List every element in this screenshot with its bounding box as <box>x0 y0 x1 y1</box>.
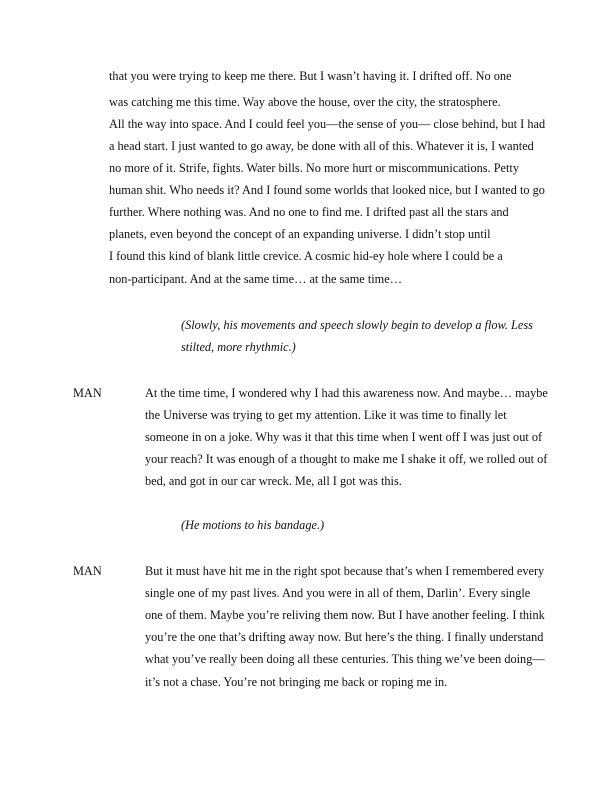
dialogue-line: But it must have hit me in the right spot because that’s when I remembered every <box>145 564 545 578</box>
stage-direction-line: stilted, more rhythmic.) <box>181 340 296 354</box>
intro-line: no more of it. Strife, fights. Water bills. No more hurt or miscommunications. Petty <box>109 161 519 175</box>
intro-line: human shit. Who needs it? And I found some worlds that looked nice, but I wanted to go <box>109 183 545 197</box>
dialogue-line: someone in on a joke. Why was it that this time when I went off I was just out of <box>145 430 543 444</box>
intro-line: a head start. I just wanted to go away, be done with all of this. Whatever it is, I wanted <box>109 139 534 153</box>
dialogue-line: your reach? It was enough of a thought to make me I shake it off, we rolled out of <box>145 452 548 466</box>
dialogue-line: bed, and got in our car wreck. Me, all I got was this. <box>145 474 402 488</box>
intro-line: non-participant. And at the same time… at the same time… <box>109 272 402 286</box>
intro-line: planets, even beyond the concept of an expanding universe. I didn’t stop until <box>109 227 491 241</box>
stage-direction-line: (He motions to his bandage.) <box>181 518 325 532</box>
dialogue-line: single one of my past lives. And you were in all of them, Darlin’. Every single <box>145 586 531 600</box>
dialogue-line: what you’ve really been doing all these centuries. This thing we’ve been doing— <box>145 652 545 666</box>
speaker-name: MAN <box>73 564 102 578</box>
intro-line: All the way into space. And I could feel you—the sense of you— close behind, but I had <box>109 117 546 131</box>
intro-line: that you were trying to keep me there. But I wasn’t having it. I drifted off. No one <box>109 69 512 83</box>
intro-line: further. Where nothing was. And no one to find me. I drifted past all the stars and <box>109 205 509 219</box>
stage-direction-line: (Slowly, his movements and speech slowly begin to develop a flow. Less <box>181 318 533 332</box>
speaker-name: MAN <box>73 386 102 400</box>
dialogue-line: At the time time, I wondered why I had this awareness now. And maybe… maybe <box>145 386 548 400</box>
intro-line: I found this kind of blank little crevice. A cosmic hid-ey hole where I could be a <box>109 249 503 263</box>
intro-line: was catching me this time. Way above the house, over the city, the stratosphere. <box>109 95 501 109</box>
dialogue-line: you’re the one that’s drifting away now. But here’s the thing. I finally understand <box>145 630 544 644</box>
dialogue-line: it’s not a chase. You’re not bringing me back or roping me in. <box>145 675 448 689</box>
dialogue-line: one of them. Maybe you’re reliving them now. But I have another feeling. I think <box>145 608 545 622</box>
dialogue-line: the Universe was trying to get my attention. Like it was time to finally let <box>145 408 507 422</box>
